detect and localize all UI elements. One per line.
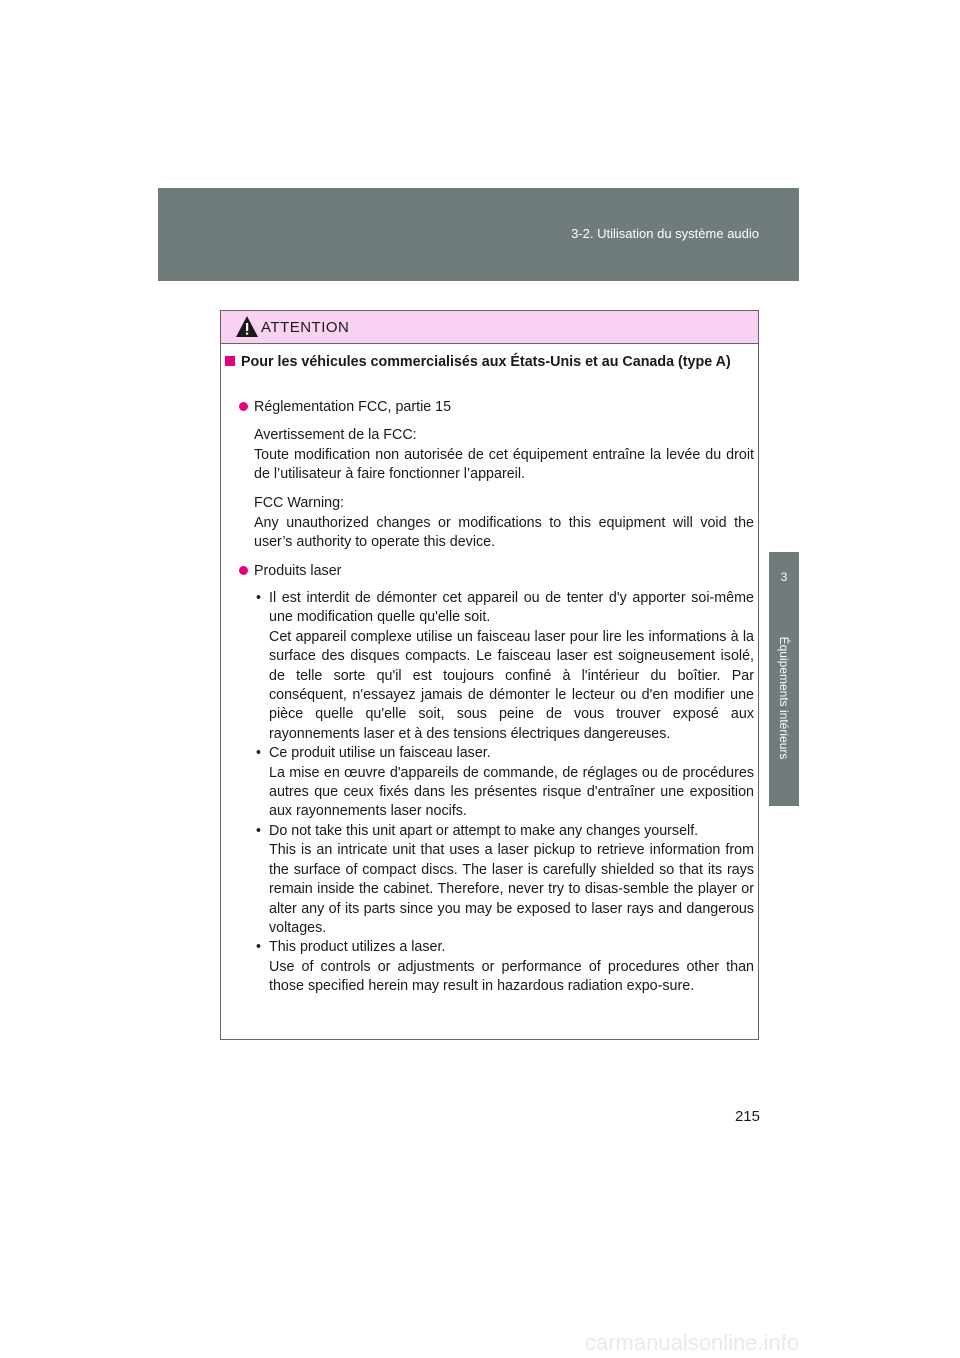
- list-item-first: Do not take this unit apart or attempt to make any changes yourself.: [269, 822, 699, 839]
- bullet-dot-icon: •: [256, 822, 262, 839]
- bullet-dot-icon: •: [256, 590, 262, 606]
- attention-heading: [225, 353, 755, 372]
- subsection-fcc-title: Réglementation FCC, partie 15: [254, 399, 452, 415]
- circle-bullet-icon: [239, 566, 248, 575]
- attention-box: [220, 310, 759, 1040]
- list-item-rest: Cet appareil complexe utilise un faisceau laser pour lire les informations à la surface des disques compacts. Le faisceau laser est soigneusement isolé, de telle sorte qu'il est toujours confiné à l'intérieur du boîtier. Par conséquent, n'essayez jamais de démonter le lecteur ou d'en modifier une pièce quelle qu'elle soit, sous peine de vous trouver exposé aux rayonnements laser et à des tensions électriques dangereuses.: [269, 628, 754, 742]
- bullet-dot-icon: •: [256, 745, 262, 762]
- paragraph-body: Toute modification non autorisée de cet équipement entraîne la levée du droit de l’utilisateur à faire fonctionner l’appareil.: [254, 446, 754, 482]
- list-item-rest: La mise en œuvre d'appareils de commande, de réglages ou de procédures autres que ceux fixés dans les présentes risque d'entraîner une exposition aux rayonnements laser nocifs.: [269, 764, 754, 820]
- list-item: [254, 822, 754, 938]
- list-item-first: Ce produit utilise un faisceau laser.: [269, 745, 491, 762]
- list-item-first: This product utilizes a laser.: [269, 939, 446, 956]
- page-number: 215: [734, 1108, 760, 1125]
- heading-text: Pour les véhicules commercialisés aux États-Unis et au Canada (type A): [241, 354, 731, 370]
- list-item: [254, 744, 754, 822]
- fcc-paragraph-english: [254, 494, 754, 553]
- list-item-first: Il est interdit de démonter cet appareil ou de tenter d'y apporter soi-même une modification quelle qu'elle soit.: [269, 590, 754, 626]
- fcc-paragraph-french: [254, 426, 754, 485]
- subsection-fcc: [239, 398, 451, 417]
- paragraph-body: Any unauthorized changes or modifications to this equipment will void the user’s authority to operate this device.: [254, 514, 754, 550]
- section-title: 3-2. Utilisation du système audio: [571, 226, 759, 241]
- subsection-laser-title: Produits laser: [254, 563, 342, 579]
- paragraph-line: FCC Warning:: [254, 495, 345, 511]
- circle-bullet-icon: [239, 402, 248, 411]
- chapter-side-tab: [769, 552, 799, 806]
- square-bullet-icon: [225, 356, 235, 366]
- laser-bullet-list: [254, 589, 754, 997]
- bullet-dot-icon: •: [256, 939, 262, 956]
- chapter-number: 3: [780, 570, 788, 584]
- watermark: carmanualsonline.info: [585, 1330, 800, 1355]
- list-item: [254, 938, 754, 996]
- section-header-band: [158, 188, 799, 281]
- list-item: [254, 589, 754, 744]
- list-item-rest: This is an intricate unit that uses a laser pickup to retrieve information from the surface of compact discs. The laser is carefully shielded so that its rays remain inside the cabinet. Therefore, never try to disas-semble the player or alter any of its parts since you may be exposed to laser rays and dangerous voltages.: [269, 842, 754, 936]
- subsection-laser: [239, 562, 341, 581]
- chapter-label: Équipements intérieurs: [777, 636, 791, 760]
- attention-label: ATTENTION: [261, 319, 350, 336]
- paragraph-line: Avertissement de la FCC:: [254, 427, 417, 443]
- attention-header: [221, 311, 758, 344]
- list-item-rest: Use of controls or adjustments or performance of procedures other than those specified herein may result in hazardous radiation expo-sure.: [269, 958, 754, 995]
